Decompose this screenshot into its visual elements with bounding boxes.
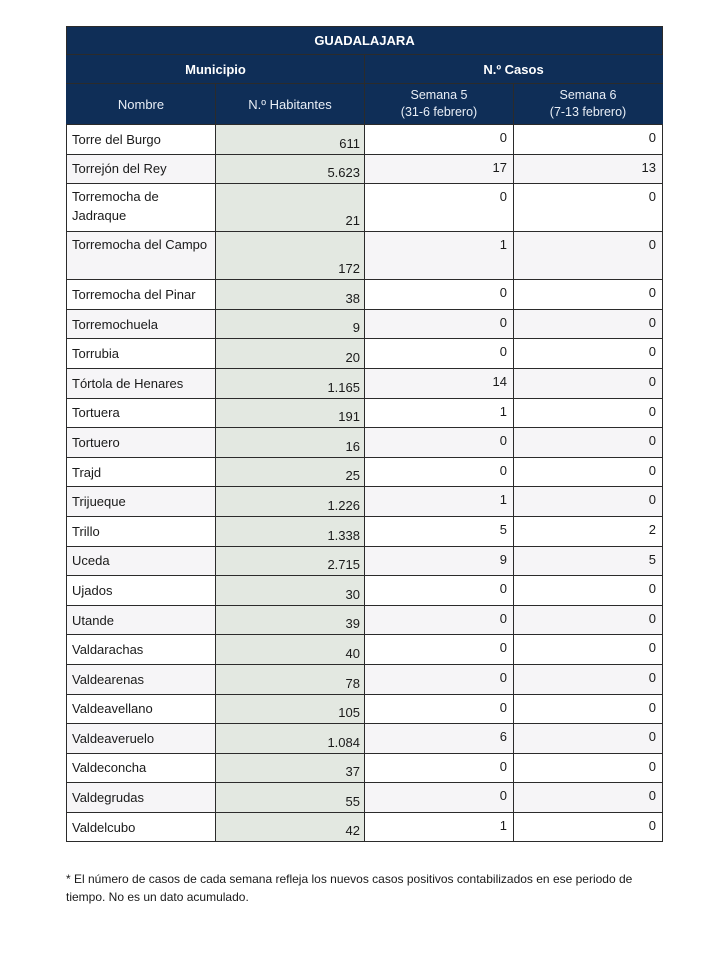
group-header-municipio: Municipio [67, 55, 365, 84]
cell-habitantes: 25 [216, 457, 365, 487]
cell-nombre: Torrubia [67, 339, 216, 369]
cell-habitantes: 39 [216, 605, 365, 635]
table-row [67, 309, 663, 339]
table-row [67, 457, 663, 487]
cell-habitantes: 1.084 [216, 724, 365, 754]
cell-semana6: 0 [514, 428, 663, 458]
cell-habitantes: 42 [216, 812, 365, 842]
cell-semana5: 0 [365, 783, 514, 813]
table-row [67, 184, 663, 232]
table-row [67, 280, 663, 310]
cell-semana5: 0 [365, 184, 514, 232]
cell-semana5: 0 [365, 428, 514, 458]
cell-nombre: Torremocha del Campo [67, 232, 216, 280]
cell-habitantes: 2.715 [216, 546, 365, 576]
cell-semana5: 1 [365, 812, 514, 842]
cell-nombre: Tortuera [67, 398, 216, 428]
cell-semana5: 5 [365, 516, 514, 546]
cell-semana6: 0 [514, 457, 663, 487]
cell-habitantes: 30 [216, 576, 365, 606]
table-row [67, 576, 663, 606]
table-row [67, 664, 663, 694]
cell-nombre: Valdelcubo [67, 812, 216, 842]
column-header-habitantes: N.º Habitantes [216, 84, 365, 125]
cell-habitantes: 9 [216, 309, 365, 339]
cell-habitantes: 1.165 [216, 368, 365, 398]
cell-semana6: 0 [514, 232, 663, 280]
cell-nombre: Valdegrudas [67, 783, 216, 813]
cell-semana5: 0 [365, 576, 514, 606]
cell-semana5: 0 [365, 125, 514, 155]
table-row [67, 125, 663, 155]
cell-nombre: Tortuero [67, 428, 216, 458]
cell-habitantes: 20 [216, 339, 365, 369]
cell-nombre: Valdeavellano [67, 694, 216, 724]
cell-semana5: 1 [365, 398, 514, 428]
cell-habitantes: 37 [216, 753, 365, 783]
cell-nombre: Valdarachas [67, 635, 216, 665]
table-body [67, 125, 663, 842]
cell-semana6: 0 [514, 664, 663, 694]
cell-semana6: 0 [514, 694, 663, 724]
cell-semana5: 1 [365, 487, 514, 517]
table-row [67, 398, 663, 428]
cell-semana6: 0 [514, 487, 663, 517]
table-row [67, 368, 663, 398]
cell-semana6: 0 [514, 309, 663, 339]
cell-nombre: Torremocha de Jadraque [67, 184, 216, 232]
cell-semana5: 9 [365, 546, 514, 576]
cell-nombre: Trijueque [67, 487, 216, 517]
table-row [67, 605, 663, 635]
table-row [67, 724, 663, 754]
table-row [67, 487, 663, 517]
cell-habitantes: 1.338 [216, 516, 365, 546]
cell-semana5: 14 [365, 368, 514, 398]
cell-habitantes: 191 [216, 398, 365, 428]
footnote: * El número de casos de cada semana refleja los nuevos casos positivos contabilizados en ese periodo de tiempo. No es un dato acumulado. [66, 872, 633, 904]
cell-semana6: 0 [514, 753, 663, 783]
cell-habitantes: 105 [216, 694, 365, 724]
cell-semana6: 0 [514, 398, 663, 428]
semana6-label: Semana 6 [559, 88, 617, 102]
cell-nombre: Uceda [67, 546, 216, 576]
table-title: GUADALAJARA [67, 27, 663, 55]
cell-habitantes: 1.226 [216, 487, 365, 517]
cell-habitantes: 611 [216, 125, 365, 155]
table-row [67, 635, 663, 665]
cell-semana5: 6 [365, 724, 514, 754]
column-header-semana6 [514, 84, 663, 125]
table-row [67, 339, 663, 369]
cell-habitantes: 16 [216, 428, 365, 458]
cell-habitantes: 38 [216, 280, 365, 310]
cell-semana6: 0 [514, 783, 663, 813]
table-row [67, 428, 663, 458]
column-header-nombre: Nombre [67, 84, 216, 125]
cell-semana6: 0 [514, 125, 663, 155]
table-row [67, 753, 663, 783]
cell-semana6: 0 [514, 635, 663, 665]
cases-table [66, 26, 663, 842]
cell-nombre: Torrejón del Rey [67, 154, 216, 184]
cell-habitantes: 172 [216, 232, 365, 280]
cell-semana5: 0 [365, 457, 514, 487]
table-row [67, 546, 663, 576]
cell-semana6: 5 [514, 546, 663, 576]
cell-nombre: Utande [67, 605, 216, 635]
semana5-range: (31-6 febrero) [400, 105, 478, 119]
cell-nombre: Trillo [67, 516, 216, 546]
table-row [67, 232, 663, 280]
cell-nombre: Trajd [67, 457, 216, 487]
cell-nombre: Valdearenas [67, 664, 216, 694]
cell-semana5: 0 [365, 605, 514, 635]
cell-semana6: 0 [514, 812, 663, 842]
cell-semana5: 1 [365, 232, 514, 280]
cell-habitantes: 5.623 [216, 154, 365, 184]
cell-habitantes: 78 [216, 664, 365, 694]
cell-semana6: 0 [514, 724, 663, 754]
cell-nombre: Torremochuela [67, 309, 216, 339]
cell-semana6: 0 [514, 280, 663, 310]
cell-semana5: 0 [365, 280, 514, 310]
cell-semana5: 0 [365, 664, 514, 694]
table-row [67, 694, 663, 724]
cell-semana6: 2 [514, 516, 663, 546]
table-row [67, 812, 663, 842]
cell-semana5: 17 [365, 154, 514, 184]
semana5-label: Semana 5 [410, 88, 468, 102]
cell-semana6: 0 [514, 368, 663, 398]
cell-semana5: 0 [365, 339, 514, 369]
cell-semana5: 0 [365, 635, 514, 665]
cell-nombre: Torre del Burgo [67, 125, 216, 155]
cell-habitantes: 55 [216, 783, 365, 813]
cell-semana5: 0 [365, 694, 514, 724]
cell-semana5: 0 [365, 309, 514, 339]
semana6-range: (7-13 febrero) [549, 105, 627, 119]
cell-semana6: 0 [514, 576, 663, 606]
cell-nombre: Valdeconcha [67, 753, 216, 783]
cell-semana6: 0 [514, 339, 663, 369]
cell-semana6: 13 [514, 154, 663, 184]
column-header-semana5 [365, 84, 514, 125]
cell-nombre: Tórtola de Henares [67, 368, 216, 398]
cell-nombre: Ujados [67, 576, 216, 606]
cell-semana6: 0 [514, 605, 663, 635]
group-header-casos: N.º Casos [365, 55, 663, 84]
cell-semana5: 0 [365, 753, 514, 783]
cell-nombre: Torremocha del Pinar [67, 280, 216, 310]
cell-habitantes: 21 [216, 184, 365, 232]
cell-semana6: 0 [514, 184, 663, 232]
table-row [67, 783, 663, 813]
table-row [67, 516, 663, 546]
table-row [67, 154, 663, 184]
cell-nombre: Valdeaveruelo [67, 724, 216, 754]
cell-habitantes: 40 [216, 635, 365, 665]
